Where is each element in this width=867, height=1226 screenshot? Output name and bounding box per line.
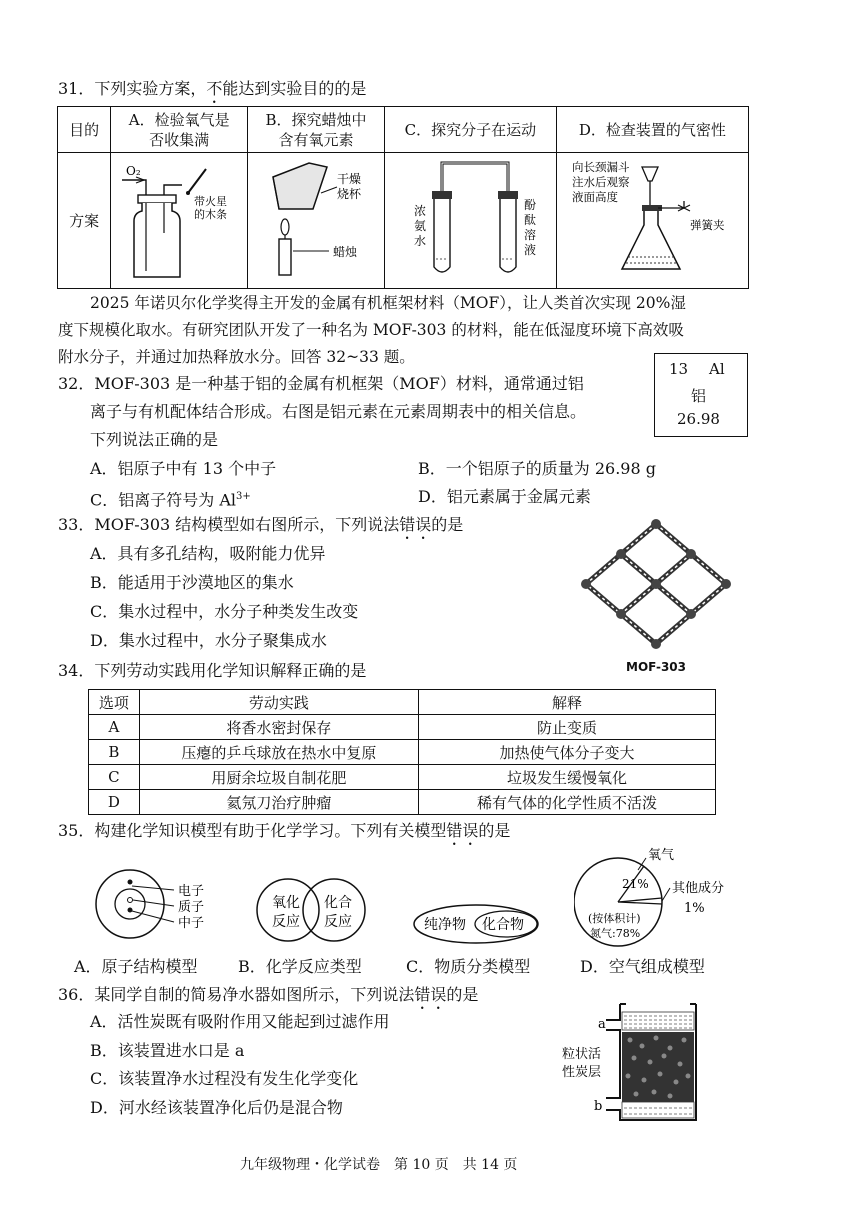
svg-text:其他成分: 其他成分 xyxy=(672,881,725,896)
svg-text:中子: 中子 xyxy=(178,916,205,931)
svg-text:液面高度: 液面高度 xyxy=(572,190,619,204)
svg-text:水: 水 xyxy=(414,234,427,248)
q35-caption-a: A．原子结构模型 xyxy=(74,957,198,976)
svg-text:氧气: 氧气 xyxy=(648,848,675,863)
table-row: B 压瘪的乒乓球放在热水中复原 加热使气体分子变大 xyxy=(89,740,716,765)
plan-b xyxy=(248,153,385,289)
q33-option-d: D．集水过程中，水分子聚集成水 xyxy=(90,631,327,650)
atom-structure-model xyxy=(94,860,234,950)
q35-caption-b: B．化学反应类型 xyxy=(238,957,362,976)
intro-line-2: 度下规模化取水。有研究团队开发了一种名为 MOF-303 的材料，能在低湿度环境下高效吸 xyxy=(58,321,684,339)
plan-c xyxy=(384,153,556,289)
row-head-goal: 目的 xyxy=(58,107,111,153)
table-header: 选项 xyxy=(89,690,140,715)
intro-line-1: 2025 年诺贝尔化学奖得主开发的金属有机框架材料（MOF），让人类首次实现 20%湿 xyxy=(90,294,686,312)
table-row: D 氦氖刀治疗肿瘤 稀有气体的化学性质不活泼 xyxy=(89,790,716,815)
svg-text:烧杯: 烧杯 xyxy=(336,187,361,201)
goal-d: D．检查装置的气密性 xyxy=(556,107,748,153)
svg-text:b: b xyxy=(594,1099,603,1114)
q36-option-b: B．该装置进水口是 a xyxy=(90,1041,245,1060)
svg-text:蜡烛: 蜡烛 xyxy=(332,245,357,259)
goal-a: A．检验氧气是 否收集满 xyxy=(111,107,248,153)
svg-text:的木条: 的木条 xyxy=(194,208,228,221)
q33-stem: 33．MOF-303 结构模型如右图所示，下列说法错误的是 xyxy=(58,515,464,534)
table-row: C 用厨余垃圾自制花肥 垃圾发生缓慢氧化 xyxy=(89,765,716,790)
row-head-plan: 方案 xyxy=(58,153,111,289)
q35-caption-d: D．空气组成模型 xyxy=(580,957,705,976)
svg-text:(按体积计): (按体积计) xyxy=(588,912,641,925)
svg-text:向长颈漏斗: 向长颈漏斗 xyxy=(572,160,630,174)
goal-c: C．探究分子在运动 xyxy=(384,107,556,153)
q34-table xyxy=(88,689,716,815)
svg-text:O₂: O₂ xyxy=(126,164,141,178)
intro-line-3: 附水分子，并通过加热释放水分。回答 32~33 题。 xyxy=(58,348,415,366)
q31-table xyxy=(57,106,749,289)
svg-text:21%: 21% xyxy=(622,877,649,891)
element-name: 铝 xyxy=(691,387,707,405)
q36-option-c: C．该装置净水过程没有发生化学变化 xyxy=(90,1069,359,1088)
table-header: 解释 xyxy=(418,690,715,715)
atomic-mass: 26.98 xyxy=(677,410,720,428)
svg-text:化合: 化合 xyxy=(324,895,352,911)
table-row: A 将香水密封保存 防止变质 xyxy=(89,715,716,740)
svg-text:a: a xyxy=(598,1017,606,1032)
svg-text:性炭层: 性炭层 xyxy=(562,1065,602,1080)
q32-option-d: D．铝元素属于金属元素 xyxy=(418,487,591,506)
svg-text:反应: 反应 xyxy=(272,914,300,930)
atomic-number: 13 xyxy=(669,360,689,378)
q32-option-b: B．一个铝原子的质量为 26.98 g xyxy=(418,459,656,478)
page-footer: 九年级物理・化学试卷 第 10 页 共 14 页 xyxy=(240,1157,518,1173)
water-purifier-diagram xyxy=(560,998,720,1126)
svg-text:干燥: 干燥 xyxy=(336,172,361,186)
svg-text:氨: 氨 xyxy=(414,219,427,233)
q32-stem-1: 32．MOF-303 是一种基于铝的金属有机框架（MOF）材料，通常通过铝 xyxy=(58,374,584,393)
q32-stem-3: 下列说法正确的是 xyxy=(90,430,219,449)
mof-303-structure-image xyxy=(576,514,736,664)
two-tubes-diagram xyxy=(386,153,554,283)
q32-stem-2: 离子与有机配体结合形成。右图是铝元素在元素周期表中的相关信息。 xyxy=(90,402,587,421)
svg-text:化合物: 化合物 xyxy=(482,917,524,933)
svg-text:纯净物: 纯净物 xyxy=(424,917,466,933)
svg-text:酞: 酞 xyxy=(524,213,537,227)
q32-option-c: C．铝离子符号为 $Al^{3+}$ xyxy=(90,490,251,510)
svg-text:氧化: 氧化 xyxy=(272,895,300,911)
svg-text:溶: 溶 xyxy=(524,228,537,242)
svg-text:氮气:78%: 氮气:78% xyxy=(590,927,641,940)
q32-option-a: A．铝原子中有 13 个中子 xyxy=(90,459,277,478)
element-cell xyxy=(654,353,748,437)
q35-caption-c: C．物质分类模型 xyxy=(406,957,531,976)
q33-option-a: A．具有多孔结构，吸附能力优异 xyxy=(90,544,326,563)
table-header: 劳动实践 xyxy=(139,690,418,715)
q36-option-a: A．活性炭既有吸附作用又能起到过滤作用 xyxy=(90,1012,390,1031)
q34-stem: 34．下列劳动实践用化学知识解释正确的是 xyxy=(58,661,367,680)
mof-303-caption: MOF-303 xyxy=(626,660,686,674)
q36-stem: 36．某同学自制的简易净水器如图所示，下列说法错误的是 xyxy=(58,985,479,1004)
q33-option-b: B．能适用于沙漠地区的集水 xyxy=(90,573,294,592)
goal-b: B．探究蜡烛中 含有氧元素 xyxy=(248,107,385,153)
svg-text:注水后观察: 注水后观察 xyxy=(572,175,630,189)
svg-text:粒状活: 粒状活 xyxy=(562,1047,602,1062)
q31-stem: 31．下列实验方案，不能达到实验目的的是 xyxy=(58,79,367,98)
reaction-type-venn xyxy=(254,872,374,952)
svg-text:浓: 浓 xyxy=(414,204,427,218)
gas-bottle-diagram xyxy=(112,153,246,283)
plan-d xyxy=(556,153,748,289)
svg-text:电子: 电子 xyxy=(178,884,205,899)
svg-text:1%: 1% xyxy=(684,901,705,916)
element-symbol: Al xyxy=(709,360,725,378)
svg-text:反应: 反应 xyxy=(324,914,352,930)
svg-text:质子: 质子 xyxy=(178,900,205,915)
svg-text:酚: 酚 xyxy=(524,198,537,212)
q36-option-d: D．河水经该装置净化后仍是混合物 xyxy=(90,1098,343,1117)
svg-text:带火星: 带火星 xyxy=(194,195,228,208)
plan-a xyxy=(111,153,248,289)
candle-beaker-diagram xyxy=(249,153,383,283)
flask-funnel-diagram xyxy=(558,153,746,283)
q35-stem: 35．构建化学知识模型有助于化学学习。下列有关模型错误的是 xyxy=(58,821,511,840)
q33-option-c: C．集水过程中，水分子种类发生改变 xyxy=(90,602,359,621)
svg-text:液: 液 xyxy=(524,243,537,257)
air-composition-pie xyxy=(574,842,744,954)
matter-classification-model xyxy=(410,900,550,950)
svg-text:弹簧夹: 弹簧夹 xyxy=(690,218,725,232)
